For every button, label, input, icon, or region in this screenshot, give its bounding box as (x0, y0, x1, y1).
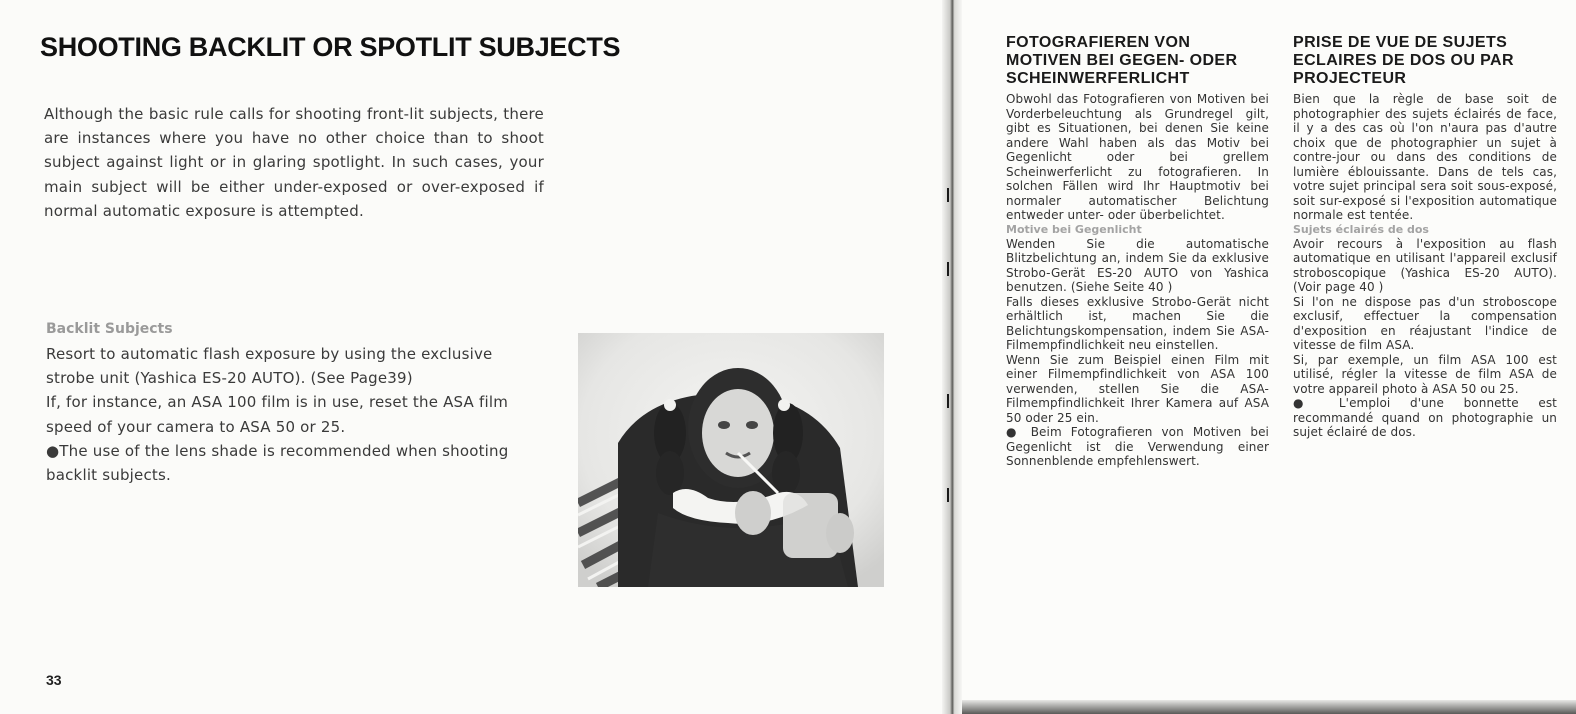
french-line: Si, par exemple, un film ASA 100 est utilisé, régler la vitesse de film ASA de votre appareil photo à ASA 50 ou 25. (1293, 352, 1557, 396)
german-subheading: Motive bei Gegenlicht (1006, 222, 1142, 236)
book-gutter (942, 0, 962, 714)
french-line: Si l'on ne dispose pas d'un stroboscope exclusif, effectuer la compensation d'exposition en réajustant l'indice de vitesse de film ASA. (1293, 294, 1557, 352)
page-edge-shadow (962, 700, 1576, 714)
french-intro: Bien que la règle de base soit de photographier des sujets éclairés de face, il y a des cas où l'on n'aura pas d'autre choix que de photographier un sujet à contre-jour ou dans des conditions de lumière éblouissante. Dans de tels cas, votre sujet principal sera soit sous-exposé, soit sur-exposé si l'exposition automatique normale est tentée. (1293, 92, 1557, 222)
page-title: SHOOTING BACKLIT OR SPOTLIT SUBJECTS (40, 32, 621, 62)
french-backlit-text (1293, 237, 1557, 440)
backlit-subjects-text (46, 342, 546, 487)
french-column (1293, 34, 1557, 440)
gutter-mark (947, 394, 949, 408)
intro-paragraph: Although the basic rule calls for shooting front-lit subjects, there are instances where you have no other choice than to shoot subject against light or in glaring spotlight. In such cases, your main subject will be either under-exposed or over-exposed if normal automatic exposure is attempted. (44, 105, 544, 220)
german-title: FOTOGRAFIEREN VON MOTIVEN BEI GEGEN- ODER SCHEINWERFERLICHT (1006, 34, 1238, 87)
gutter-mark (947, 262, 949, 276)
french-subheading: Sujets éclairés de dos (1293, 222, 1429, 236)
german-line: Wenn Sie zum Beispiel einen Film mit einer Filmempfindlichkeit von ASA 100 verwenden, stellen Sie die ASA-Filmempfindlichkeit Ihrer Kamera auf ASA 50 oder 25 ein. (1006, 352, 1269, 425)
backlit-line-asa: If, for instance, an ASA 100 film is in use, reset the ASA film speed of your camera to ASA 50 or 25. (46, 393, 509, 436)
backlit-girl-photo (578, 333, 884, 587)
gutter-mark (947, 188, 949, 202)
french-line: ● L'emploi d'une bonnette est recommandé quand on photographie un sujet éclairé de dos. (1293, 396, 1557, 439)
german-line: Falls dieses exklusive Strobo-Gerät nicht erhältlich ist, machen Sie die Belichtungskompensation, indem Sie ASA-Filmempfindlichkeit neu einstellen. (1006, 294, 1269, 352)
french-title: PRISE DE VUE DE SUJETS ECLAIRES DE DOS OU PAR PROJECTEUR (1293, 34, 1514, 87)
german-intro: Obwohl das Fotografieren von Motiven bei Vorderbeleuchtung als Grundregel gilt, gibt es Situationen, bei denen Sie keine andere Wahl haben als das Motiv bei Gegenlicht oder bei grellem Scheinwerferlicht zu fotografieren. In solchen Fällen wird Ihr Hauptmotiv bei normaler automatischer Belichtung entweder unter- oder überbelichtet. (1006, 92, 1269, 222)
german-column (1006, 34, 1269, 469)
backlit-line-lens-shade: ●The use of the lens shade is recommended when shooting backlit subjects. (46, 441, 509, 485)
gutter-mark (947, 488, 949, 502)
backlit-line-flash: Resort to automatic flash exposure by using the exclusive strobe unit (Yashica ES-20 AUTO). (See Page39) (46, 345, 493, 388)
backlit-subjects-heading: Backlit Subjects (46, 321, 173, 337)
page-number: 33 (46, 672, 62, 688)
french-line: Avoir recours à l'exposition au flash automatique en utilisant l'appareil exclusif stroboscopique (Yashica ES-20 AUTO). (Voir page 40 ) (1293, 236, 1557, 294)
german-line: ● Beim Fotografieren von Motiven bei Gegenlicht ist die Verwendung einer Sonnenblende empfehlenswert. (1006, 425, 1269, 468)
german-line: Wenden Sie die automatische Blitzbelichtung an, indem Sie da exklusive Strobo-Gerät ES-20 AUTO von Yashica benutzen. (Siehe Seite 40 ) (1006, 236, 1269, 294)
german-backlit-text (1006, 237, 1269, 469)
